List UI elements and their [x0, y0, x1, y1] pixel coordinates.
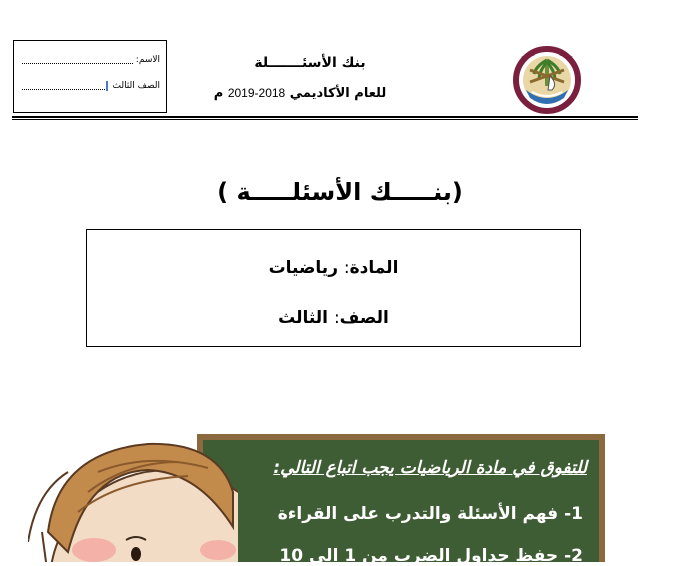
academic-year	[185, 86, 415, 101]
tip-item: 2- حفظ جداول الضرب من 1 الى 10	[279, 546, 583, 566]
header-rule-thin	[12, 119, 638, 120]
grade-dotted-line	[22, 83, 105, 90]
name-dotted-line	[22, 57, 133, 64]
question-bank-header: بنك الأسئـــــــلة	[254, 55, 366, 71]
subject-box	[86, 229, 581, 347]
tip-item: 1- فهم الأسئلة والتدرب على القراءة	[277, 504, 583, 524]
year-value: 2018-2019	[227, 86, 286, 100]
subject-colon: :	[343, 258, 350, 278]
grade-label: الصف الثالث	[112, 81, 160, 91]
subject-label: المادة	[349, 258, 399, 278]
student-info-box	[13, 40, 167, 113]
chalkboard	[197, 434, 605, 566]
grade-line	[87, 308, 580, 328]
grade-field[interactable]	[22, 79, 160, 93]
header-rule	[12, 116, 638, 118]
text-cursor	[106, 81, 108, 91]
page-title: (بنـــــك الأسئلـــــة )	[217, 178, 463, 206]
grade-colon: :	[333, 308, 340, 328]
name-field[interactable]	[22, 53, 160, 67]
subject-value: رياضيات	[268, 258, 338, 278]
board-title: للتفوق في مادة الرياضيات يجب اتباع التالي:	[273, 458, 587, 478]
grade-value: الثالث	[278, 308, 329, 328]
qatar-emblem-icon	[512, 46, 582, 114]
subject-line	[87, 258, 580, 278]
girl-illustration-icon	[28, 432, 238, 562]
year-suffix: م	[213, 86, 224, 101]
name-label: الاسم:	[135, 55, 160, 65]
year-prefix: للعام الأكاديمي	[289, 86, 387, 101]
grade-label-main: الصف	[339, 308, 389, 328]
